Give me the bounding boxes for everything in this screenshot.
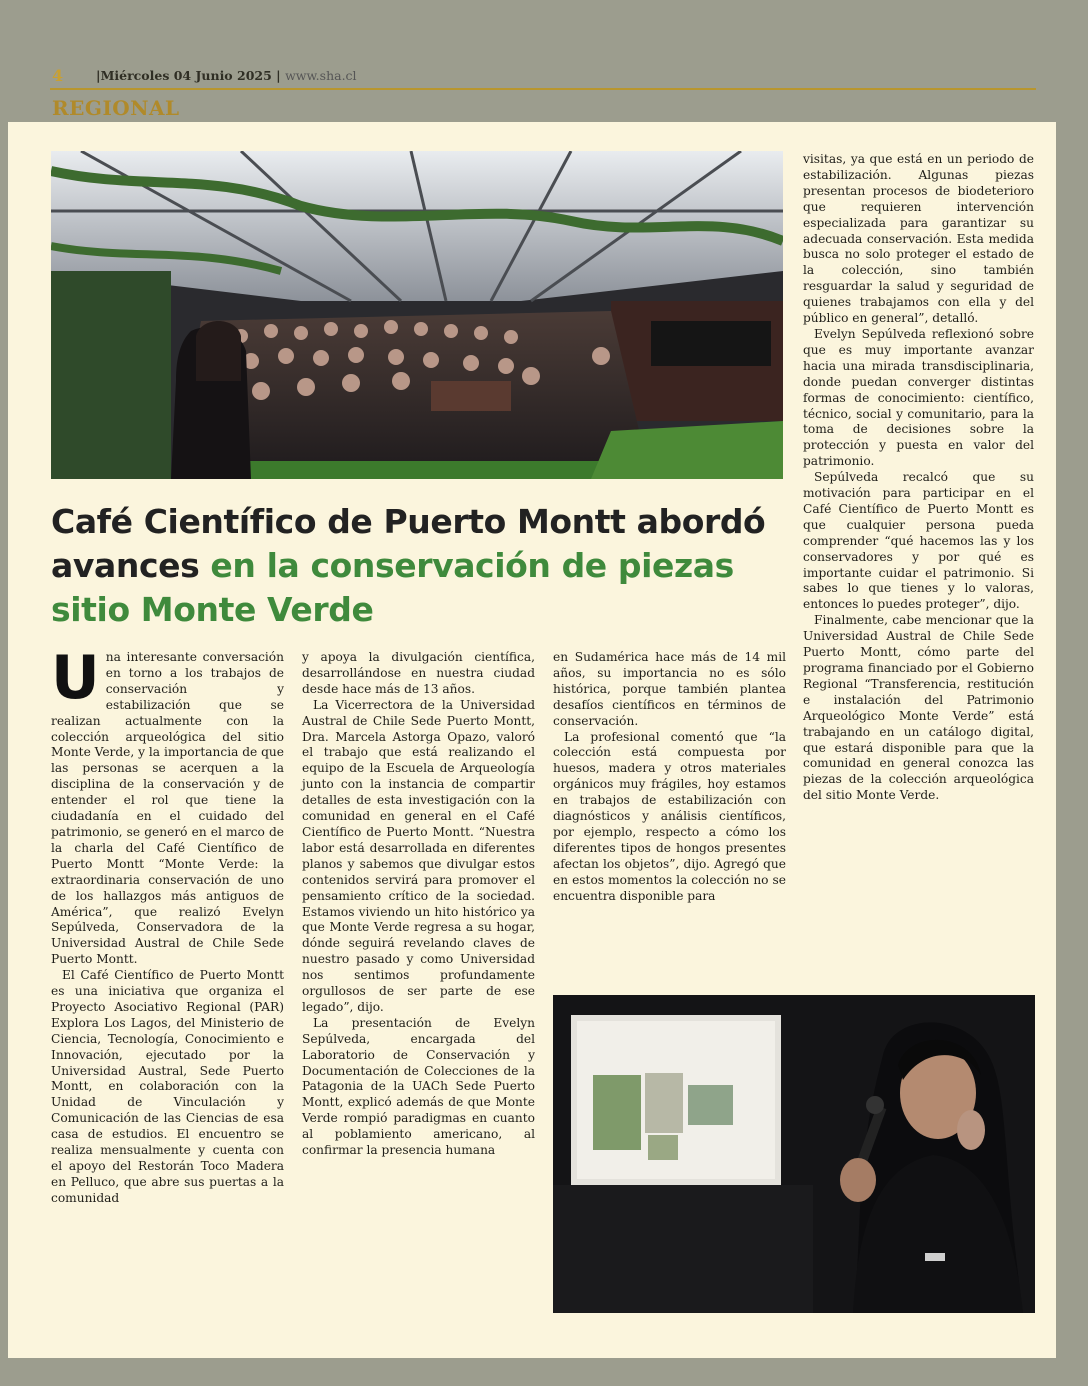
- speaker-photo: [553, 995, 1035, 1313]
- article-column-4: [803, 152, 1034, 804]
- paragraph: visitas, ya que está en un periodo de estabilización. Algunas piezas presentan procesos de biodeterioro que requieren intervención especializada para garantizar su adecuada conservación. Esta medida busca no solo proteger el estado de la colección, sino también resguardar la salud y seguridad de quienes trabajamos con ella y del público en general”, detalló.: [803, 152, 1034, 326]
- issue-date-line: |Miércoles 04 Junio 2025 | www.sha.cl: [96, 68, 357, 83]
- website-link[interactable]: www.sha.cl: [285, 68, 357, 83]
- article-headline: [51, 500, 791, 632]
- drop-cap: U: [51, 643, 100, 713]
- paragraph: en Sudamérica hace más de 14 mil años, su importancia no es sólo histórica, porque también plantea desafíos científicos en términos de conservación.: [553, 650, 786, 728]
- section-title: REGIONAL: [52, 96, 180, 120]
- paragraph: Evelyn Sepúlveda reflexionó sobre que es muy importante avanzar hacia una mirada transdisciplinaria, donde puedan converger distintas formas de conocimiento: científico, técnico, social y comunitario, para la toma de decisiones sobre la protección y puesta en valor del patrimonio.: [803, 326, 1034, 469]
- article-page: [8, 122, 1056, 1358]
- paragraph: La presentación de Evelyn Sepúlveda, encargada del Laboratorio de Conservación y Documentación de Colecciones de la Patagonia de la UACh Sede Puerto Montt, explicó además de que Monte Verde rompió paradigmas en cuanto al poblamiento americano, al confirmar la presencia humana: [302, 1015, 535, 1158]
- audience-photo: [51, 151, 783, 479]
- headline-dark: Café Científico de Puerto Montt abordó avances: [51, 502, 766, 585]
- paragraph: Finalmente, cabe mencionar que la Universidad Austral de Chile Sede Puerto Montt, cómo parte del programa financiado por el Gobierno Regional “Transferencia, restitución e instalación del Patrimonio Arqueológico Monte Verde” está trabajando en un catálogo digital, que estará disponible para que la comunidad en general conozca las piezas de la colección arqueológica del sitio Monte Verde.: [803, 613, 1034, 803]
- headline-green: en la conservación de piezas sitio Monte Verde: [51, 546, 734, 629]
- page-header: [50, 66, 1036, 90]
- paragraph: El Café Científico de Puerto Montt es una iniciativa que organiza el Proyecto Asociativo Regional (PAR) Explora Los Lagos, del Ministerio de Ciencia, Tecnología, Conocimiento e Innovación, ejecutado por la Universidad Austral, Sede Puerto Montt, en colaboración con la Unidad de Vinculación y Comunicación de las Ciencias de esa casa de estudios. El encuentro se realiza mensualmente y cuenta con el apoyo del Restorán Toco Madera en Pelluco, que abre sus puertas a la comunidad: [51, 968, 284, 1205]
- paragraph: La profesional comentó que “la colección está compuesta por huesos, madera y otros materiales orgánicos muy frágiles, hoy estamos en trabajos de estabilización con diagnósticos y análisis científicos, por ejemplo, respecto a cómo los diferentes tipos de hongos presentes afectan los objetos”, dijo. Agregó que en estos momentos la colección no se encuentra disponible para: [553, 729, 786, 903]
- issue-date: Miércoles 04 Junio 2025: [100, 68, 272, 83]
- article-column-2: [302, 650, 535, 1159]
- article-column-1: [51, 643, 284, 1207]
- paragraph: [51, 643, 284, 968]
- paragraph-text: na interesante conversación en torno a los trabajos de conservación y estabilización que se realizan actualmente con la colección arqueológica del sitio Monte Verde, y la importancia de que las personas se acerquen a la disciplina de la conservación y de entender el rol que tiene la ciudadanía en el cuidado del patrimonio, se generó en el marco de la charla del Café Científico de Puerto Montt “Monte Verde: la extraordinaria conservación de uno de los hallazgos más antiguos de América”, que realizó Evelyn Sepúlveda, Conservadora de la Universidad Austral de Chile Sede Puerto Montt.: [51, 650, 284, 967]
- page-number: 4: [52, 66, 64, 85]
- paragraph: Sepúlveda recalcó que su motivación para participar en el Café Científico de Puerto Montt es que cualquier persona pueda comprender “qué hacemos las y los conservadores y por qué es importante cuidar el patrimonio. Si sabes lo que tienes y lo valoras, entonces lo puedes proteger”, dijo.: [803, 470, 1034, 612]
- paragraph: La Vicerrectora de la Universidad Austral de Chile Sede Puerto Montt, Dra. Marcela Astorga Opazo, valoró el trabajo que está realizando el equipo de la Escuela de Arqueología junto con la instancia de compartir detalles de esta investigación con la comunidad en general en el Café Científico de Puerto Montt. “Nuestra labor está desarrollada en diferentes planos y sabemos que divulgar estos contenidos servirá para promover el pensamiento crítico de la sociedad. Estamos viviendo un hito histórico ya que Monte Verde regresa a su hogar, dónde seguirá revelando claves de nuestro pasado y como Universidad nos sentimos profundamente orgullosos de ser parte de ese legado”, dijo.: [302, 697, 535, 1014]
- paragraph: y apoya la divulgación científica, desarrollándose en nuestra ciudad desde hace más de 13 años.: [302, 650, 535, 696]
- article-column-3: [553, 650, 786, 905]
